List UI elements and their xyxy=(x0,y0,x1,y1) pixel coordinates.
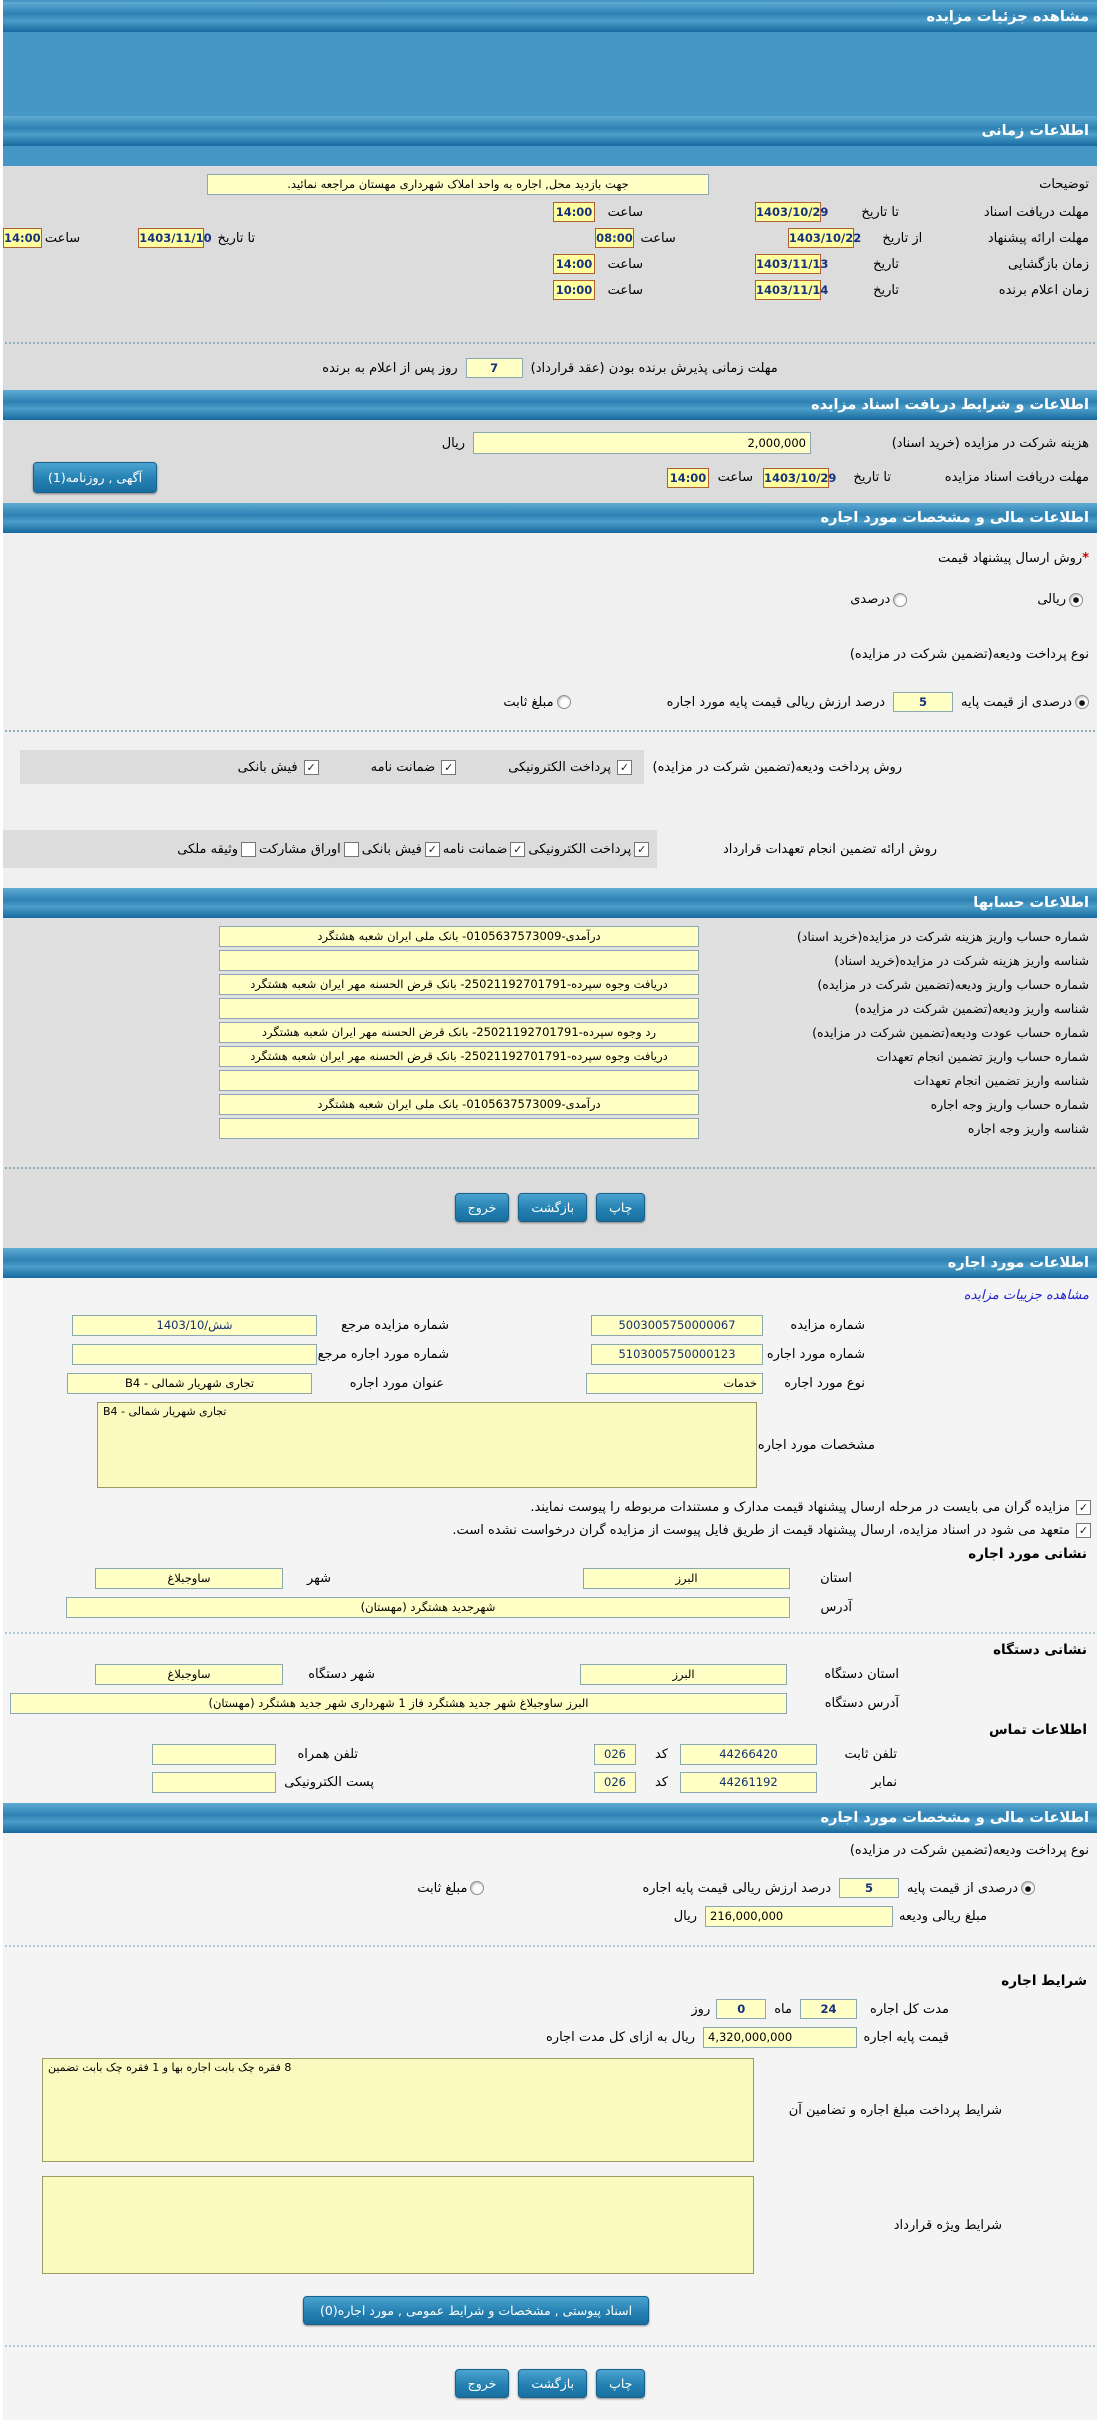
opening-hour-label: ساعت xyxy=(607,256,643,272)
account-row-label: شماره حساب عودت ودیعه(تضمین شرکت در مزایده) xyxy=(812,1025,1089,1040)
rent-item-section xyxy=(3,1248,1097,2420)
submit-offer-to-hour-input[interactable]: 14:00 xyxy=(3,228,42,248)
auction-details-page xyxy=(3,0,1097,2420)
page-title: مشاهده جزئیات مزایده xyxy=(3,2,1097,32)
submit-offer-from-date-input[interactable]: 1403/10/22 xyxy=(788,228,854,248)
account-row xyxy=(3,950,1089,971)
rent-address-province-row xyxy=(3,1566,1097,1589)
auction-ref-input[interactable]: شش/1403/10 xyxy=(72,1315,317,1336)
accounts-rows xyxy=(3,918,1097,1167)
opening-row xyxy=(3,248,1097,274)
print-button[interactable]: چاپ xyxy=(596,1193,645,1222)
item-title-label: عنوان مورد اجاره xyxy=(349,1376,444,1391)
section-band-financial2: اطلاعات مالی و مشخصات مورد اجاره xyxy=(3,1803,1097,1833)
percent-base-radio-2[interactable]: ● xyxy=(1021,1881,1035,1895)
phone-label: تلفن ثابت xyxy=(844,1747,897,1762)
account-row-label: شناسه واریز تضمین انجام تعهدات xyxy=(913,1073,1089,1088)
pay-terms-row xyxy=(3,2048,1097,2162)
note-1-checkbox[interactable]: ✓ xyxy=(1076,1500,1091,1515)
note-2-text: متعهد می شود در اسناد مزایده، ارسال پیشنهاد قیمت از طریق فایل پیوست از مزایده گران درخواست نشده است. xyxy=(452,1523,1070,1538)
winner-label: زمان اعلام برنده xyxy=(998,282,1089,298)
account-row-label: شماره حساب واریز ودیعه(تضمین شرکت در مزایده) xyxy=(817,977,1089,992)
account-row xyxy=(3,998,1089,1019)
guar-property-checkbox[interactable] xyxy=(241,842,256,857)
auction-no-input[interactable]: 5003005750000067 xyxy=(591,1315,763,1336)
deposit-type-label: نوع پرداخت ودیعه(تضمین شرکت در مزایده) xyxy=(849,647,1089,662)
opening-date-input[interactable]: 1403/11/13 xyxy=(755,254,821,274)
province-label: استان xyxy=(820,1571,852,1586)
item-type-input[interactable]: خدمات xyxy=(586,1373,763,1394)
account-row-value[interactable]: رد وجوه سپرده-25021192701791- بانک قرض الحسنه مهر ایران شعبه هشتگرد xyxy=(219,1022,699,1043)
pay-electronic-checkbox[interactable]: ✓ xyxy=(617,760,632,775)
duration-row xyxy=(3,1993,1097,2019)
account-row-label: شناسه واریز ودیعه(تضمین شرکت در مزایده) xyxy=(854,1001,1089,1016)
docs-deadline-hour-label: ساعت xyxy=(717,470,753,485)
item-ref-input[interactable] xyxy=(72,1344,317,1365)
submit-offer-from-hour-label: ساعت xyxy=(640,230,676,246)
item-type-row xyxy=(3,1365,1097,1394)
section-band-timing: اطلاعات زمانی xyxy=(3,116,1097,146)
account-row-value[interactable] xyxy=(219,1070,699,1091)
receive-docs-date-label: تا تاریخ xyxy=(861,204,899,220)
percent-base-suffix: درصد ارزش ریالی قیمت پایه مورد اجاره xyxy=(666,694,886,710)
email-input[interactable] xyxy=(152,1772,276,1793)
item-ref-label: شماره مورد اجاره مرجع xyxy=(317,1347,449,1362)
phone-row xyxy=(3,1742,1097,1765)
required-asterisk: * xyxy=(1082,551,1089,566)
send-method-options-row xyxy=(3,566,1097,607)
note-row-2 xyxy=(3,1515,1097,1538)
section-band-accounts: اطلاعات حسابها xyxy=(3,888,1097,918)
fax-input[interactable]: 44261192 xyxy=(680,1772,817,1793)
phone-input[interactable]: 44266420 xyxy=(680,1744,817,1765)
submit-offer-to-date-input[interactable]: 1403/11/10 xyxy=(138,228,204,248)
guarantee-method-options xyxy=(3,830,657,868)
note-1-text: مزایده گران می بایست در مرحله ارسال پیشنهاد قیمت مدارک و مستندات مربوطه را پیوست نمایند. xyxy=(530,1500,1070,1515)
item-type-label: نوع مورد اجاره xyxy=(784,1376,865,1391)
base-price-label: قیمت پایه اجاره xyxy=(863,2030,949,2045)
submit-offer-label: مهلت ارائه پیشنهاد xyxy=(987,230,1089,246)
special-terms-textarea[interactable] xyxy=(42,2176,754,2274)
specs-label: مشخصات مورد اجاره xyxy=(757,1437,875,1453)
winner-hour-input[interactable]: 10:00 xyxy=(553,280,595,300)
send-method-row xyxy=(3,539,1097,566)
account-row-label: شماره حساب واریز تضمین انجام تعهدات xyxy=(876,1049,1089,1064)
deposit-type-row xyxy=(3,607,1097,662)
percent-radio[interactable] xyxy=(893,593,907,607)
rial-radio[interactable]: ● xyxy=(1069,593,1083,607)
pay-guarantee-letter-label: ضمانت نامه xyxy=(370,759,436,775)
email-label: پست الکترونیکی xyxy=(284,1775,374,1790)
item-no-label: شماره مورد اجاره xyxy=(766,1347,865,1362)
submit-offer-from-label: از تاریخ xyxy=(882,230,923,246)
ad-newspaper-button[interactable]: آگهی , روزنامه(1) xyxy=(33,462,157,493)
fee-unit-label: ریال xyxy=(441,435,465,451)
top-header-area xyxy=(3,0,1097,166)
phone-code-label: کد xyxy=(654,1747,668,1762)
winner-row xyxy=(3,274,1097,300)
deposit-amount-unit: ریال xyxy=(673,1909,698,1924)
special-terms-row xyxy=(3,2162,1097,2274)
contact-header: اطلاعات تماس xyxy=(989,1722,1087,1738)
address-input[interactable]: شهرجدید هشتگرد (مهستان) xyxy=(66,1597,790,1618)
receive-docs-date-input[interactable]: 1403/10/29 xyxy=(755,202,821,222)
header-blue-space xyxy=(3,32,1097,116)
account-row-value[interactable]: درآمدی-0105637573009- بانک ملی ایران شعبه هشتگرد xyxy=(219,926,699,947)
device-province-row xyxy=(3,1662,1097,1685)
duration-label: مدت کل اجاره xyxy=(869,2001,949,2017)
city-label: شهر xyxy=(306,1571,331,1586)
auction-no-label: شماره مزایده xyxy=(790,1318,865,1333)
docs-deadline-date-input[interactable]: 1403/10/29 xyxy=(763,468,829,488)
winner-hour-label: ساعت xyxy=(607,282,643,298)
opening-date-label: تاریخ xyxy=(873,256,899,272)
fax-code-input[interactable]: 026 xyxy=(594,1772,636,1793)
guar-bonds-label: اوراق مشارکت xyxy=(259,841,341,857)
account-row-value[interactable]: دریافت وجوه سپرده-25021192701791- بانک قرض الحسنه مهر ایران شعبه هشتگرد xyxy=(219,974,699,995)
send-method-label: روش ارسال پیشنهاد قیمت xyxy=(937,551,1083,566)
submit-offer-row xyxy=(3,222,1097,248)
pay-terms-textarea[interactable]: 8 فقره چک بابت اجاره بها و 1 فقره چک بابت تضمین xyxy=(42,2058,754,2162)
device-address-header: نشانی دستگاه xyxy=(993,1642,1087,1658)
province-input[interactable]: البرز xyxy=(583,1568,790,1589)
base-price-row xyxy=(3,2019,1097,2048)
fee-row xyxy=(3,420,1097,454)
guar-electronic-label: پرداخت الکترونیکی xyxy=(528,841,632,857)
base-price-suffix: ریال به ازای کل مدت اجاره xyxy=(546,2030,695,2045)
account-row-value[interactable] xyxy=(219,950,699,971)
device-city-label: شهر دستگاه xyxy=(308,1667,375,1682)
mobile-input[interactable] xyxy=(152,1744,276,1765)
acceptance-row xyxy=(3,344,1097,390)
auction-ref-label: شماره مزایده مرجع xyxy=(341,1318,449,1333)
form1-actions xyxy=(3,1169,1097,1244)
percent-base-input-2[interactable]: 5 xyxy=(839,1878,899,1898)
pay-bank-slip-checkbox[interactable]: ✓ xyxy=(304,760,319,775)
note-2-checkbox[interactable]: ✓ xyxy=(1076,1523,1091,1538)
account-row xyxy=(3,974,1089,995)
details-link-row xyxy=(3,1278,1097,1303)
winner-date-input[interactable]: 1403/11/14 xyxy=(755,280,821,300)
fixed-amount-radio[interactable] xyxy=(557,695,571,709)
phone-code-input[interactable]: 026 xyxy=(594,1744,636,1765)
guar-electronic-checkbox[interactable]: ✓ xyxy=(634,842,649,857)
device-address-row xyxy=(3,1685,1097,1714)
base-price-input[interactable]: 4,320,000,000 xyxy=(703,2027,857,2048)
deposit-amount-label: مبلغ ریالی ودیعه xyxy=(899,1909,987,1924)
view-auction-details-link[interactable]: مشاهده جزییات مزایده xyxy=(963,1288,1089,1303)
print-button-bottom[interactable]: چاپ xyxy=(596,2369,645,2398)
percent-base-label: درصدی از قیمت پایه xyxy=(961,694,1072,710)
guarantee-method-row xyxy=(3,784,1097,874)
submit-offer-to-hour-label: ساعت xyxy=(44,230,81,246)
exit-button-bottom[interactable]: خروج xyxy=(455,2369,510,2398)
account-row xyxy=(3,926,1089,947)
rent-address-row xyxy=(3,1589,1097,1618)
duration-month-label: ماه xyxy=(774,2001,792,2017)
deposit-amount-row xyxy=(3,1898,1097,1927)
form2-actions xyxy=(3,2347,1097,2406)
fax-label: نمابر xyxy=(871,1775,897,1790)
receive-docs-label: مهلت دریافت اسناد xyxy=(983,204,1089,220)
description-label: توضیحات xyxy=(1039,177,1089,192)
fixed-amount-label-2: مبلغ ثابت xyxy=(417,1880,468,1896)
account-row xyxy=(3,1118,1089,1139)
winner-date-label: تاریخ xyxy=(873,282,899,298)
submit-offer-to-label: تا تاریخ xyxy=(217,230,256,246)
timing-section xyxy=(3,166,1097,1248)
guar-bank-slip-checkbox[interactable]: ✓ xyxy=(425,842,440,857)
specs-textarea[interactable]: تجاری شهریار شمالی - B4 xyxy=(97,1402,757,1488)
financial-block xyxy=(3,533,1097,888)
percent-base-suffix-2: درصد ارزش ریالی قیمت پایه اجاره xyxy=(642,1880,832,1896)
note-row-1 xyxy=(3,1488,1097,1515)
docs-deadline-label: مهلت دریافت اسناد مزایده xyxy=(944,470,1089,485)
pay-guarantee-letter-checkbox[interactable]: ✓ xyxy=(441,760,456,775)
account-row-value[interactable]: دریافت وجوه سپرده-25021192701791- بانک قرض الحسنه مهر ایران شعبه هشتگرد xyxy=(219,1046,699,1067)
pay-bank-slip-label: فیش بانکی xyxy=(237,759,298,775)
guar-property-label: وثیقه ملکی xyxy=(177,841,238,857)
account-row-label: شناسه واریز هزینه شرکت در مزایده(خرید اسناد) xyxy=(834,953,1089,968)
fixed-amount-radio-2[interactable] xyxy=(470,1881,484,1895)
pay-method-options xyxy=(20,750,644,784)
rent-address-header: نشانی مورد اجاره xyxy=(968,1546,1087,1562)
specs-row xyxy=(3,1394,1097,1488)
section-band-financial: اطلاعات مالی و مشخصات مورد اجاره xyxy=(3,503,1097,533)
item-no-input[interactable]: 5103005750000123 xyxy=(591,1344,763,1365)
description-input[interactable]: جهت بازدید محل, اجاره به واحد املاک شهرداری مهستان مراجعه نمائید. xyxy=(207,174,709,195)
deposit-type-label-2: نوع پرداخت ودیعه(تضمین شرکت در مزایده) xyxy=(849,1843,1089,1858)
description-row xyxy=(3,166,1097,195)
section-band-docs: اطلاعات و شرایط دریافت اسناد مزایده xyxy=(3,390,1097,420)
item-title-input[interactable]: تجاری شهریار شمالی - B4 xyxy=(67,1373,312,1394)
account-row-label: شماره حساب واریز هزینه شرکت در مزایده(خرید اسناد) xyxy=(796,929,1089,944)
attached-docs-button[interactable]: اسناد پیوستی , مشخصات و شرایط عمومی , مورد اجاره(0) xyxy=(303,2296,649,2325)
pay-terms-label: شرایط پرداخت مبلغ اجاره و تضامین آن xyxy=(788,2102,1002,2118)
docs-deadline-row xyxy=(3,454,1097,503)
guarantee-method-label: روش ارائه تضمین انجام تعهدات قرارداد xyxy=(722,841,937,857)
acceptance-days-input[interactable]: 7 xyxy=(466,358,523,378)
fee-label: هزینه شرکت در مزایده (خرید اسناد) xyxy=(891,435,1089,451)
fee-input[interactable]: 2,000,000 xyxy=(473,432,811,454)
back-button[interactable]: بازگشت xyxy=(518,1193,587,1222)
docs-deadline-date-label: تا تاریخ xyxy=(853,470,891,485)
mobile-label: تلفن همراه xyxy=(297,1747,358,1762)
receive-docs-row xyxy=(3,195,1097,222)
receive-docs-hour-input[interactable]: 14:00 xyxy=(553,202,595,222)
account-row-label: شناسه واریز وجه اجاره xyxy=(967,1121,1089,1136)
fax-code-label: کد xyxy=(654,1775,668,1790)
percent-radio-label: درصدی xyxy=(850,592,891,607)
device-city-input[interactable]: ساوجبلاغ xyxy=(95,1664,283,1685)
section-band-rent: اطلاعات مورد اجاره xyxy=(3,1248,1097,1278)
account-row-value[interactable]: درآمدی-0105637573009- بانک ملی ایران شعبه هشتگرد xyxy=(219,1094,699,1115)
rial-radio-label: ریالی xyxy=(1037,592,1066,607)
city-input[interactable]: ساوجبلاغ xyxy=(95,1568,283,1589)
pay-method-label: روش پرداخت ودیعه(تضمین شرکت در مزایده) xyxy=(652,759,902,775)
deposit-amount-input[interactable]: 216,000,000 xyxy=(705,1906,893,1927)
pay-method-row xyxy=(3,732,1097,784)
pay-electronic-label: پرداخت الکترونیکی xyxy=(508,759,611,775)
account-row xyxy=(3,1046,1089,1067)
opening-label: زمان بازگشایی xyxy=(1008,256,1089,272)
special-terms-label: شرایط ویژه قرارداد xyxy=(893,2217,1002,2233)
guar-letter-checkbox[interactable]: ✓ xyxy=(510,842,525,857)
acceptance-label-before: مهلت زمانی پذیرش برنده بودن (عقد قرارداد) xyxy=(530,360,778,376)
duration-day-label: روز xyxy=(691,2001,711,2017)
percent-base-radio[interactable]: ● xyxy=(1075,695,1089,709)
fixed-amount-label: مبلغ ثابت xyxy=(503,694,554,710)
device-province-label: استان دستگاه xyxy=(824,1667,899,1682)
docs-deadline-hour-input[interactable]: 14:00 xyxy=(667,468,709,488)
guar-bank-slip-label: فیش بانکی xyxy=(361,841,422,857)
guar-bonds-checkbox[interactable] xyxy=(344,842,359,857)
receive-docs-hour-label: ساعت xyxy=(607,204,643,220)
auction-no-row xyxy=(3,1303,1097,1336)
back-button-bottom[interactable]: بازگشت xyxy=(518,2369,587,2398)
rent-terms-header: شرایط اجاره xyxy=(1001,1973,1087,1989)
account-row xyxy=(3,1094,1089,1115)
device-address-label: آدرس دستگاه xyxy=(824,1696,899,1711)
percent-base-label-2: درصدی از قیمت پایه xyxy=(907,1880,1018,1896)
address-label: آدرس xyxy=(820,1600,852,1615)
submit-offer-from-hour-input[interactable]: 08:00 xyxy=(595,228,634,248)
device-address-input[interactable]: البرز ساوجبلاغ شهر جدید هشتگرد فاز 1 شهرداری شهر جدید هشتگرد (مهستان) xyxy=(10,1693,787,1714)
item-no-row xyxy=(3,1336,1097,1365)
duration-months-input[interactable]: 24 xyxy=(800,1999,857,2019)
fax-row xyxy=(3,1765,1097,1793)
account-row-value[interactable] xyxy=(219,998,699,1019)
device-province-input[interactable]: البرز xyxy=(580,1664,787,1685)
attach-row xyxy=(3,2274,1097,2325)
account-row-value[interactable] xyxy=(219,1118,699,1139)
exit-button[interactable]: خروج xyxy=(455,1193,510,1222)
header-blue-space-bottom xyxy=(3,146,1097,166)
guar-letter-label: ضمانت نامه xyxy=(442,841,508,857)
deposit-percent-row xyxy=(3,662,1097,712)
acceptance-label-after: روز پس از اعلام به برنده xyxy=(322,360,458,376)
deposit-percent-row-2 xyxy=(3,1858,1097,1898)
percent-base-input[interactable]: 5 xyxy=(893,692,953,712)
opening-hour-input[interactable]: 14:00 xyxy=(553,254,595,274)
deposit-type-row-2 xyxy=(3,1833,1097,1858)
duration-days-input[interactable]: 0 xyxy=(716,1999,766,2019)
account-row-label: شماره حساب واریز وجه اجاره xyxy=(930,1097,1089,1112)
account-row xyxy=(3,1022,1089,1043)
account-row xyxy=(3,1070,1089,1091)
